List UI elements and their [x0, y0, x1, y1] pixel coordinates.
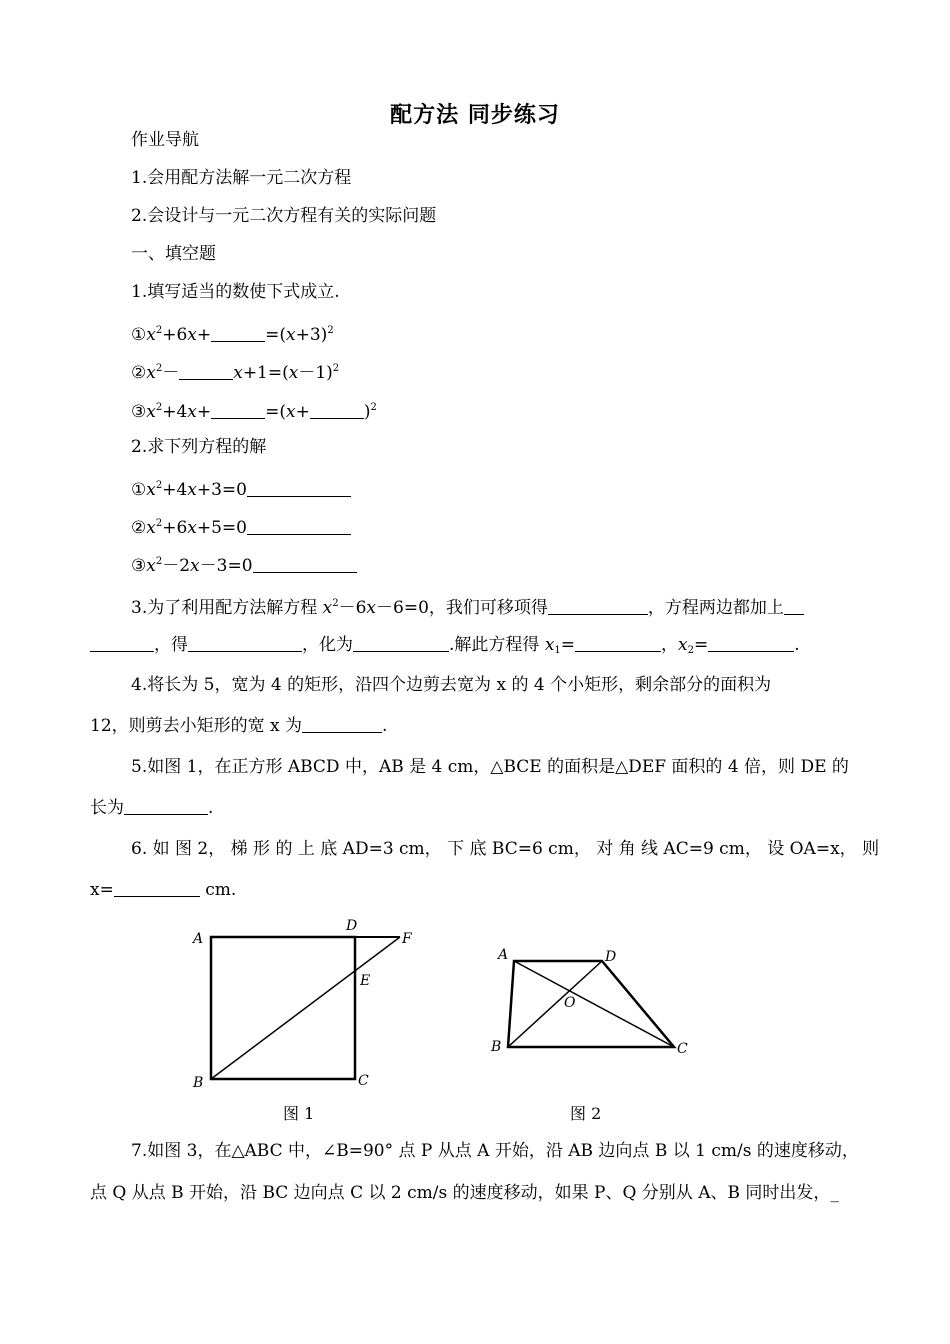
segment-bf [211, 937, 400, 1079]
q3-line-2: ，得 ，化为 .解此方程得 $x_1=$ ，$x_2=$ . [90, 633, 800, 663]
q2-stem: 2.求下列方程的解 [131, 437, 267, 457]
square-abcd [211, 937, 355, 1079]
page-title: 配方法 同步练习 [390, 102, 560, 128]
answer-blank[interactable] [247, 480, 351, 497]
q7-line-2: 点 Q 从点 B 开始，沿 BC 边向点 C 以 2 cm/s 的速度移动，如果 P、Q 分别从 A、B 同时出发，_ [90, 1183, 839, 1203]
answer-blank[interactable] [247, 518, 351, 535]
point-b-label: B [193, 1075, 204, 1091]
point-b-label: B [491, 1039, 502, 1055]
answer-blank[interactable] [124, 798, 208, 815]
figure-2-caption: 图 2 [570, 1104, 602, 1123]
q2-item-c: $③x^2-2x-3=0$ [131, 550, 357, 578]
point-c-label: C [358, 1073, 369, 1089]
nav-item-1: 1.会用配方法解一元二次方程 [131, 168, 352, 188]
point-o-label: O [564, 995, 576, 1011]
answer-blank[interactable] [708, 635, 794, 652]
answer-blank[interactable] [548, 598, 648, 615]
q6-line-1: 6. 如 图 2， 梯 形 的 上 底 AD=3 cm， 下 底 BC=6 cm， 对 角 线 AC=9 cm， 设 OA=x， 则 [131, 839, 880, 859]
q7-line-1: 7.如图 3，在△ABC 中，∠B=90° 点 P 从点 A 开始，沿 AB 边向点 B 以 1 cm/s 的速度移动， [131, 1141, 859, 1161]
point-a-label: A [498, 947, 509, 963]
section-heading: 一、填空题 [131, 244, 216, 264]
q1-item-c: $③x^2+4x+ =(x+ )^2$ [131, 402, 377, 422]
q5-line-1: 5.如图 1，在正方形 ABCD 中，AB 是 4 cm，△BCE 的面积是△DEF 面积的 4 倍，则 DE 的 [131, 757, 849, 777]
q3-line-1: 3.为了利用配方法解方程 $x^2-6x-6=0$，我们可移项得 ，方程两边都加上 [131, 592, 804, 620]
figure-2-trapezoid [485, 935, 700, 1065]
q1-item-a: $①x^2+6x+ =(x+3)^2$ [131, 325, 334, 345]
q1-stem: 1.填写适当的数使下式成立. [131, 282, 340, 302]
answer-blank[interactable] [211, 402, 265, 419]
q4-line-2: 12，则剪去小矩形的宽 x 为 . [90, 716, 388, 736]
nav-heading: 作业导航 [131, 130, 199, 150]
q1-item-b: $②x^2- x+1=(x-1)^2$ [131, 363, 340, 383]
q4-line-1: 4.将长为 5，宽为 4 的矩形，沿四个边剪去宽为 x 的 4 个小矩形，剩余部分的面积为 [131, 675, 772, 695]
figure-1-caption: 图 1 [283, 1104, 315, 1123]
diagonal-bd [508, 961, 602, 1047]
q2-item-a: $①x^2+4x+3=0$ [131, 474, 351, 502]
point-f-label: F [402, 931, 412, 947]
figure-1-square [180, 910, 430, 1095]
point-c-label: C [677, 1041, 688, 1057]
diagonal-ac [514, 961, 674, 1047]
point-e-label: E [360, 973, 371, 989]
answer-blank[interactable] [188, 635, 302, 652]
answer-blank[interactable] [310, 402, 364, 419]
point-d-label: D [346, 918, 358, 934]
answer-blank[interactable] [211, 325, 265, 342]
point-a-label: A [193, 931, 204, 947]
answer-blank[interactable] [253, 556, 357, 573]
answer-blank[interactable] [90, 635, 154, 652]
nav-item-2: 2.会设计与一元二次方程有关的实际问题 [131, 206, 437, 226]
answer-blank[interactable] [784, 598, 804, 615]
point-d-label: D [605, 949, 617, 965]
q5-line-2: 长为 . [90, 798, 214, 818]
answer-blank[interactable] [353, 635, 449, 652]
answer-blank[interactable] [114, 880, 200, 897]
q6-line-2: x= cm. [90, 880, 237, 900]
answer-blank[interactable] [179, 363, 233, 380]
answer-blank[interactable] [575, 635, 661, 652]
answer-blank[interactable] [302, 716, 382, 733]
q2-item-b: $②x^2+6x+5=0$ [131, 512, 351, 540]
